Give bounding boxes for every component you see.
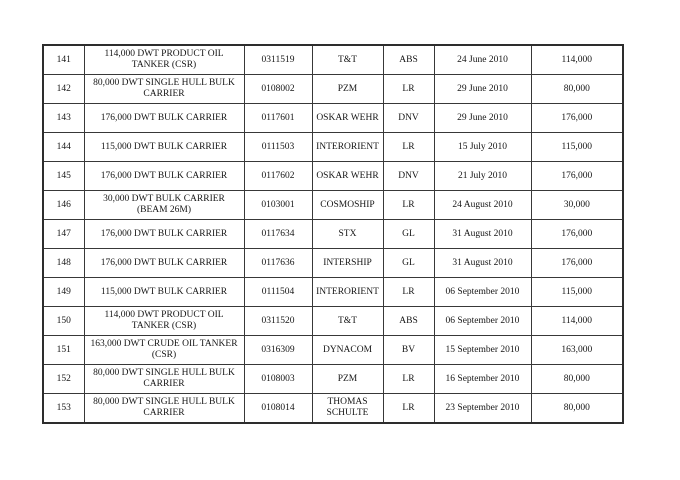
cell-owner: OSKAR WEHR xyxy=(312,162,383,191)
cell-vessel-description: 115,000 DWT BULK CARRIER xyxy=(84,133,244,162)
cell-owner: COSMOSHIP xyxy=(312,191,383,220)
cell-dwt: 163,000 xyxy=(531,336,623,365)
cell-hull-number: 0108014 xyxy=(244,394,312,424)
cell-hull-number: 0311520 xyxy=(244,307,312,336)
cell-delivery-date: 29 June 2010 xyxy=(434,75,531,104)
cell-vessel-description: 176,000 DWT BULK CARRIER xyxy=(84,220,244,249)
cell-hull-number: 0111503 xyxy=(244,133,312,162)
table-row xyxy=(43,278,623,307)
cell-row-number: 150 xyxy=(43,307,84,336)
cell-row-number: 141 xyxy=(43,45,84,75)
cell-row-number: 152 xyxy=(43,365,84,394)
cell-class-society: GL xyxy=(383,220,434,249)
table-row xyxy=(43,162,623,191)
cell-owner: INTERORIENT xyxy=(312,278,383,307)
cell-class-society: LR xyxy=(383,133,434,162)
table-row xyxy=(43,394,623,424)
cell-hull-number: 0108003 xyxy=(244,365,312,394)
cell-vessel-description: 30,000 DWT BULK CARRIER (BEAM 26M) xyxy=(84,191,244,220)
cell-delivery-date: 21 July 2010 xyxy=(434,162,531,191)
cell-vessel-description: 80,000 DWT SINGLE HULL BULK CARRIER xyxy=(84,75,244,104)
cell-dwt: 176,000 xyxy=(531,249,623,278)
cell-dwt: 115,000 xyxy=(531,278,623,307)
cell-row-number: 146 xyxy=(43,191,84,220)
cell-delivery-date: 24 August 2010 xyxy=(434,191,531,220)
cell-vessel-description: 176,000 DWT BULK CARRIER xyxy=(84,104,244,133)
table-row xyxy=(43,220,623,249)
cell-class-society: ABS xyxy=(383,307,434,336)
cell-row-number: 153 xyxy=(43,394,84,424)
cell-class-society: DNV xyxy=(383,162,434,191)
cell-delivery-date: 31 August 2010 xyxy=(434,249,531,278)
cell-vessel-description: 114,000 DWT PRODUCT OIL TANKER (CSR) xyxy=(84,307,244,336)
cell-class-society: BV xyxy=(383,336,434,365)
table-row xyxy=(43,191,623,220)
cell-dwt: 80,000 xyxy=(531,394,623,424)
cell-delivery-date: 23 September 2010 xyxy=(434,394,531,424)
cell-delivery-date: 31 August 2010 xyxy=(434,220,531,249)
cell-hull-number: 0117601 xyxy=(244,104,312,133)
cell-owner: STX xyxy=(312,220,383,249)
cell-delivery-date: 29 June 2010 xyxy=(434,104,531,133)
cell-row-number: 142 xyxy=(43,75,84,104)
table-row xyxy=(43,336,623,365)
cell-class-society: GL xyxy=(383,249,434,278)
cell-class-society: LR xyxy=(383,394,434,424)
cell-class-society: LR xyxy=(383,75,434,104)
cell-delivery-date: 16 September 2010 xyxy=(434,365,531,394)
cell-row-number: 147 xyxy=(43,220,84,249)
table-row xyxy=(43,133,623,162)
cell-owner: PZM xyxy=(312,365,383,394)
cell-delivery-date: 24 June 2010 xyxy=(434,45,531,75)
cell-owner: OSKAR WEHR xyxy=(312,104,383,133)
cell-owner: INTERORIENT xyxy=(312,133,383,162)
cell-owner: DYNACOM xyxy=(312,336,383,365)
cell-dwt: 176,000 xyxy=(531,162,623,191)
cell-vessel-description: 115,000 DWT BULK CARRIER xyxy=(84,278,244,307)
cell-row-number: 148 xyxy=(43,249,84,278)
cell-dwt: 176,000 xyxy=(531,220,623,249)
cell-vessel-description: 80,000 DWT SINGLE HULL BULK CARRIER xyxy=(84,365,244,394)
cell-row-number: 145 xyxy=(43,162,84,191)
table-row xyxy=(43,45,623,75)
cell-owner: PZM xyxy=(312,75,383,104)
table-row xyxy=(43,307,623,336)
cell-owner: THOMAS SCHULTE xyxy=(312,394,383,424)
cell-row-number: 144 xyxy=(43,133,84,162)
cell-owner: INTERSHIP xyxy=(312,249,383,278)
cell-class-society: LR xyxy=(383,365,434,394)
cell-dwt: 114,000 xyxy=(531,307,623,336)
cell-row-number: 149 xyxy=(43,278,84,307)
cell-hull-number: 0316309 xyxy=(244,336,312,365)
cell-owner: T&T xyxy=(312,307,383,336)
cell-hull-number: 0117634 xyxy=(244,220,312,249)
cell-dwt: 30,000 xyxy=(531,191,623,220)
ship-delivery-table xyxy=(42,44,624,424)
cell-class-society: LR xyxy=(383,191,434,220)
cell-dwt: 176,000 xyxy=(531,104,623,133)
cell-delivery-date: 15 July 2010 xyxy=(434,133,531,162)
cell-vessel-description: 176,000 DWT BULK CARRIER xyxy=(84,249,244,278)
cell-vessel-description: 80,000 DWT SINGLE HULL BULK CARRIER xyxy=(84,394,244,424)
table-row xyxy=(43,249,623,278)
cell-class-society: DNV xyxy=(383,104,434,133)
cell-delivery-date: 15 September 2010 xyxy=(434,336,531,365)
table-row xyxy=(43,104,623,133)
cell-vessel-description: 163,000 DWT CRUDE OIL TANKER (CSR) xyxy=(84,336,244,365)
cell-row-number: 151 xyxy=(43,336,84,365)
cell-class-society: LR xyxy=(383,278,434,307)
cell-delivery-date: 06 September 2010 xyxy=(434,307,531,336)
table-row xyxy=(43,365,623,394)
cell-class-society: ABS xyxy=(383,45,434,75)
table-row xyxy=(43,75,623,104)
cell-dwt: 80,000 xyxy=(531,75,623,104)
cell-hull-number: 0103001 xyxy=(244,191,312,220)
cell-vessel-description: 114,000 DWT PRODUCT OIL TANKER (CSR) xyxy=(84,45,244,75)
cell-hull-number: 0108002 xyxy=(244,75,312,104)
cell-dwt: 114,000 xyxy=(531,45,623,75)
cell-hull-number: 0117636 xyxy=(244,249,312,278)
cell-dwt: 115,000 xyxy=(531,133,623,162)
cell-hull-number: 0111504 xyxy=(244,278,312,307)
cell-vessel-description: 176,000 DWT BULK CARRIER xyxy=(84,162,244,191)
cell-owner: T&T xyxy=(312,45,383,75)
cell-hull-number: 0117602 xyxy=(244,162,312,191)
cell-delivery-date: 06 September 2010 xyxy=(434,278,531,307)
cell-dwt: 80,000 xyxy=(531,365,623,394)
cell-hull-number: 0311519 xyxy=(244,45,312,75)
cell-row-number: 143 xyxy=(43,104,84,133)
